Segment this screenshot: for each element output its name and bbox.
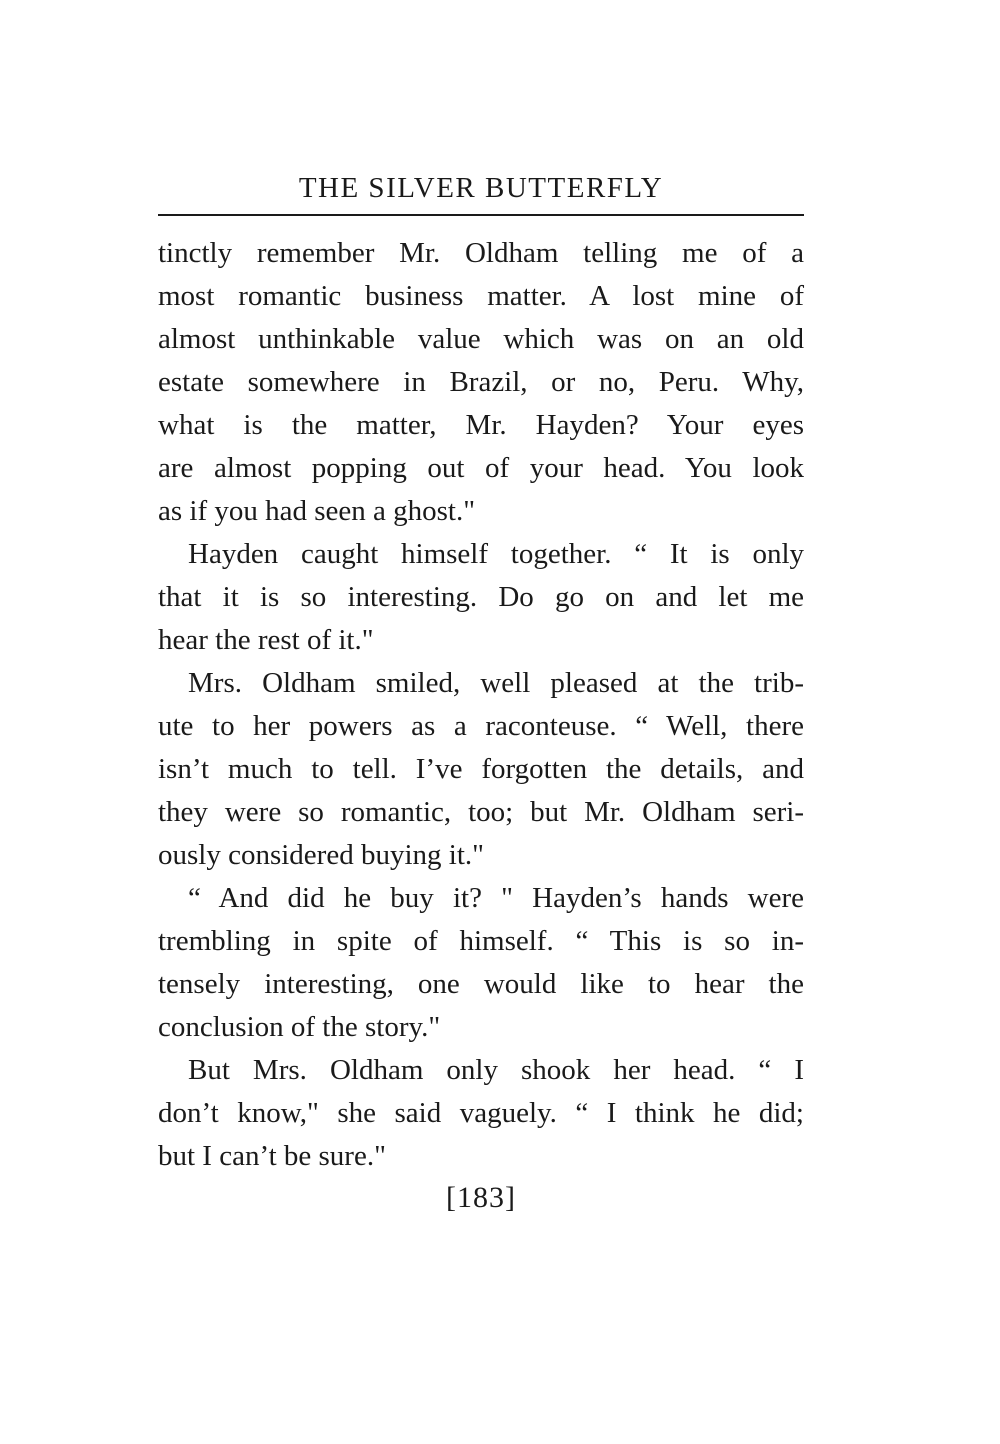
text-line: trembling in spite of himself. “ This is so in-	[158, 925, 804, 957]
text-line: ute to her powers as a raconteuse. “ Well, there	[158, 710, 804, 742]
text-line: but I can’t be sure."	[158, 1140, 386, 1172]
text-line: “ And did he buy it? " Hayden’s hands were	[188, 882, 804, 914]
text-line: most romantic business matter. A lost mine of	[158, 280, 804, 312]
running-head: THE SILVER BUTTERFLY	[298, 172, 664, 204]
text-line: almost unthinkable value which was on an old	[158, 323, 804, 355]
text-line: But Mrs. Oldham only shook her head. “ I	[188, 1054, 804, 1086]
text-line: Hayden caught himself together. “ It is only	[188, 538, 804, 570]
text-line: isn’t much to tell. I’ve forgotten the details, and	[158, 753, 804, 785]
text-line: hear the rest of it."	[158, 624, 374, 656]
text-line: conclusion of the story."	[158, 1011, 441, 1043]
text-line: they were so romantic, too; but Mr. Oldham seri-	[158, 796, 804, 828]
header-rule	[158, 214, 804, 216]
text-line: estate somewhere in Brazil, or no, Peru. Why,	[158, 366, 804, 398]
text-line: tinctly remember Mr. Oldham telling me of a	[158, 237, 804, 269]
text-line: what is the matter, Mr. Hayden? Your eyes	[158, 409, 804, 441]
body-text	[158, 232, 804, 1178]
text-line: don’t know," she said vaguely. “ I think he did;	[158, 1097, 804, 1129]
text-line: are almost popping out of your head. You look	[158, 452, 804, 484]
text-line: that it is so interesting. Do go on and let me	[158, 581, 804, 613]
text-line: as if you had seen a ghost."	[158, 495, 476, 527]
text-line: Mrs. Oldham smiled, well pleased at the trib-	[188, 667, 804, 699]
text-line: ously considered buying it."	[158, 839, 484, 871]
page-number: [183]	[446, 1181, 516, 1214]
text-line: tensely interesting, one would like to hear the	[158, 968, 804, 1000]
